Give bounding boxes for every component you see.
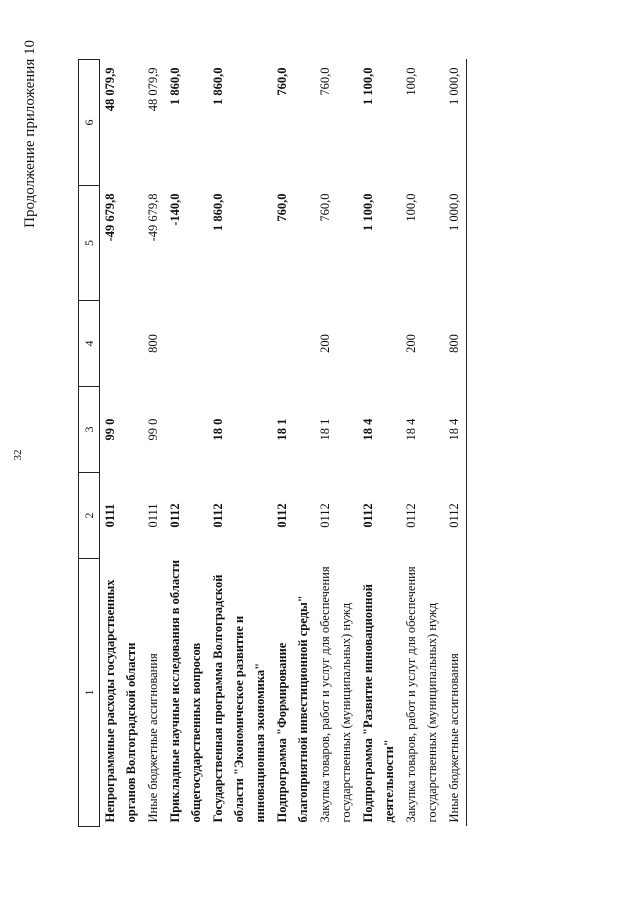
row-expense-type: 200 <box>318 334 332 353</box>
row-expense-type <box>100 301 144 387</box>
table-row <box>444 60 467 827</box>
row-section-code: 0112 <box>361 503 375 528</box>
continuation-title: Продолжение приложения 10 <box>22 40 38 228</box>
row-name: Подпрограмма "Формирование благоприятной инвестиционной среды" <box>275 595 310 823</box>
row-change-amount: 100,0 <box>404 193 418 222</box>
row-expense-type <box>272 301 315 387</box>
row-program-code: 99 0 <box>103 418 117 441</box>
row-section-code: 0112 <box>444 473 467 559</box>
row-total-amount: 760,0 <box>275 67 289 96</box>
table-row <box>143 60 165 827</box>
header-col-3: 3 <box>79 387 100 473</box>
header-col-6: 6 <box>79 60 100 186</box>
row-total-amount: 100,0 <box>404 67 418 96</box>
row-total-amount: 1 000,0 <box>444 60 467 186</box>
row-change-amount: 1 100,0 <box>361 193 375 231</box>
row-program-code: 18 4 <box>361 418 375 441</box>
row-change-amount: 760,0 <box>318 193 332 222</box>
header-col-1: 1 <box>79 559 100 827</box>
row-name: Закупка товаров, работ и услуг для обеспечения государственных (муниципальных) нужд <box>404 566 439 823</box>
row-expense-type: 800 <box>146 334 160 353</box>
row-section-code: 0112 <box>404 503 418 528</box>
row-total-amount: 760,0 <box>318 67 332 96</box>
table-row <box>358 60 401 827</box>
row-program-code: 18 4 <box>444 387 467 473</box>
row-section-code: 0112 <box>275 503 289 528</box>
header-col-4: 4 <box>79 301 100 387</box>
row-section-code: 0111 <box>103 503 117 528</box>
row-total-amount: 48 079,9 <box>103 67 117 112</box>
row-total-amount: 1 860,0 <box>168 67 182 105</box>
row-change-amount: 760,0 <box>275 193 289 222</box>
row-name: Подпрограмма "Развитие инновационной деятельности" <box>361 584 396 823</box>
table-header-row <box>79 60 100 827</box>
row-change-amount: -140,0 <box>168 193 182 226</box>
page-number: 32 <box>12 449 24 461</box>
header-col-2: 2 <box>79 473 100 559</box>
row-expense-type <box>358 301 401 387</box>
header-col-5: 5 <box>79 186 100 301</box>
row-name: Непрограммные расходы государственных органов Волгоградской области <box>103 579 138 823</box>
row-expense-type: 800 <box>444 301 467 387</box>
row-expense-type: 200 <box>404 334 418 353</box>
row-program-code <box>165 387 208 473</box>
row-total-amount: 1 100,0 <box>361 67 375 105</box>
table-body <box>100 60 467 827</box>
row-name: Закупка товаров, работ и услуг для обеспечения государственных (муниципальных) нужд <box>318 566 353 823</box>
table-row <box>315 60 358 827</box>
row-name: Иные бюджетные ассигнования <box>146 653 160 823</box>
row-change-amount: -49 679,8 <box>146 193 160 242</box>
table-row <box>401 60 444 827</box>
row-section-code: 0112 <box>168 503 182 528</box>
table-row <box>165 60 208 827</box>
table-row <box>272 60 315 827</box>
row-section-code: 0112 <box>211 503 225 528</box>
budget-table <box>78 59 467 827</box>
row-name: Иные бюджетные ассигнования <box>444 559 467 827</box>
table-row <box>208 60 272 827</box>
row-change-amount: 1 000,0 <box>444 186 467 301</box>
row-name: Государственная программа Волгоградской области "Экономическое развитие и инновационная экономика" <box>211 574 267 823</box>
row-program-code: 18 1 <box>318 418 332 441</box>
row-program-code: 18 4 <box>404 418 418 441</box>
row-expense-type <box>208 301 272 387</box>
row-total-amount: 48 079,9 <box>146 67 160 112</box>
row-program-code: 18 0 <box>211 418 225 441</box>
row-total-amount: 1 860,0 <box>211 67 225 105</box>
row-program-code: 99 0 <box>146 418 160 441</box>
row-section-code: 0111 <box>146 503 160 528</box>
row-name: Прикладные научные исследования в области общегосударственных вопросов <box>168 559 203 823</box>
row-change-amount: -49 679,8 <box>103 193 117 242</box>
row-expense-type <box>165 301 208 387</box>
row-section-code: 0112 <box>318 503 332 528</box>
row-program-code: 18 1 <box>275 418 289 441</box>
table-row <box>100 60 144 827</box>
row-change-amount: 1 860,0 <box>211 193 225 231</box>
